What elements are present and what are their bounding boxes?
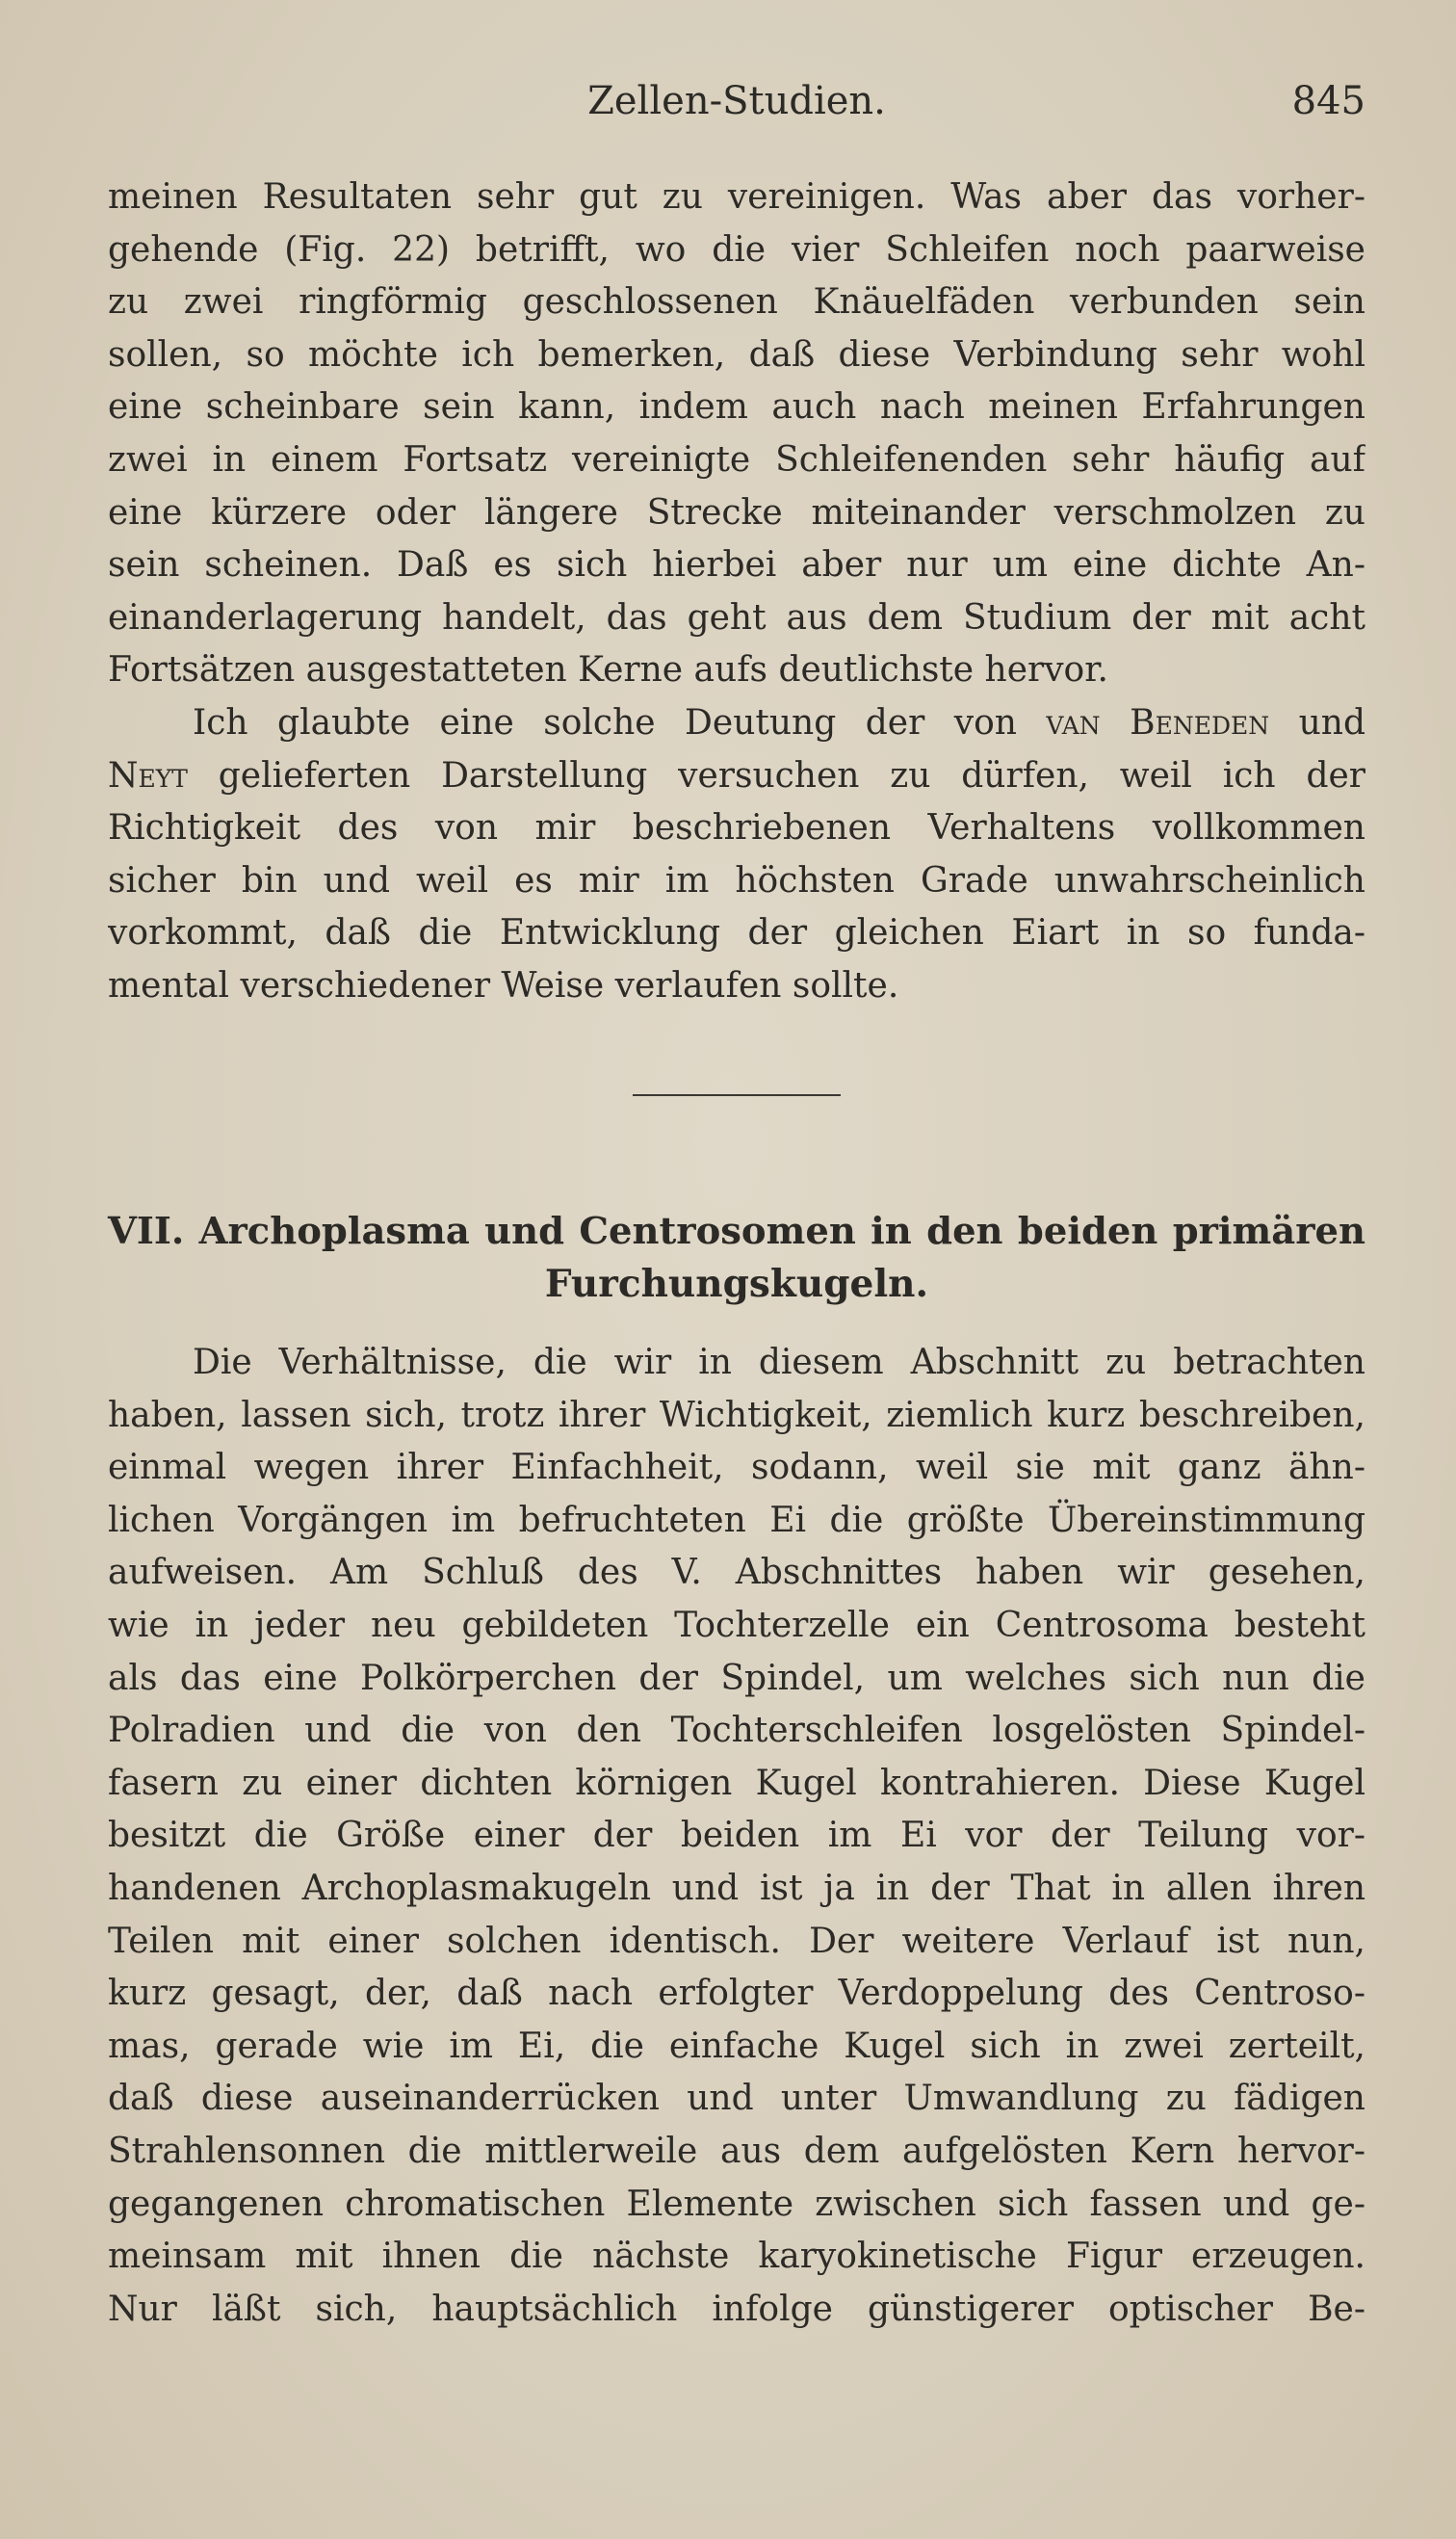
running-title: Zellen-Studien. — [587, 79, 886, 123]
paragraph-3 — [108, 1337, 1365, 2336]
body-text-top — [108, 171, 1365, 1013]
text-line: Teilen mit einer solchen identisch. Der weitere Verlauf ist nun, — [108, 1921, 1365, 1961]
section-heading-line: Furchungskugeln. — [544, 1262, 929, 1306]
section-heading-line: VII. Archoplasma und Centrosomen in den beiden primären — [108, 1210, 1365, 1253]
text-line: daß diese auseinanderrücken und unter Umwandlung zu fädigen — [108, 2079, 1365, 2119]
text-line: fasern zu einer dichten körnigen Kugel kontrahieren. Diese Kugel — [108, 1763, 1365, 1803]
text-line: zwei in einem Fortsatz vereinigte Schleifenenden sehr häufig auf — [108, 439, 1365, 480]
text-line: wie in jeder neu gebildeten Tochterzelle ein Centrosoma besteht — [108, 1605, 1365, 1645]
text-line: sein scheinen. Daß es sich hierbei aber nur um eine dichte An- — [108, 545, 1365, 586]
text-line: mental verschiedener Weise verlaufen sollte. — [108, 965, 899, 1006]
text-line: Polradien und die von den Tochterschleifen losgelösten Spindel- — [108, 1711, 1365, 1751]
text-line: Strahlensonnen die mittlerweile aus dem aufgelösten Kern hervor- — [108, 2131, 1365, 2171]
text-line: Richtigkeit des von mir beschriebenen Verhaltens vollkommen — [108, 808, 1365, 849]
text-line: Die Verhältnisse, die wir in diesem Abschnitt zu betrachten — [193, 1343, 1365, 1382]
text-line — [108, 697, 1365, 750]
text-run: Ich glaubte eine solche Deutung der von — [193, 702, 1047, 743]
author-name: van Beneden — [1046, 702, 1270, 743]
text-line: mas, gerade wie im Ei, die einfache Kugel sich in zwei zerteilt, — [108, 2026, 1365, 2066]
author-name: Neyt — [108, 755, 188, 796]
text-line: meinsam mit ihnen die nächste karyokinetische Figur erzeugen. — [108, 2237, 1365, 2277]
text-line: vorkommt, daß die Entwicklung der gleichen Eiart in so funda- — [108, 913, 1365, 954]
text-line: handenen Archoplasmakugeln und ist ja in der That in allen ihren — [108, 1868, 1365, 1908]
text-line: haben, lassen sich, trotz ihrer Wichtigkeit, ziemlich kurz beschreiben, — [108, 1395, 1365, 1435]
text-run: gelieferten Darstellung versuchen zu dürfen, weil ich der — [187, 755, 1365, 796]
text-line: eine scheinbare sein kann, indem auch nach meinen Erfahrungen — [108, 387, 1365, 428]
text-line: besitzt die Größe einer der beiden im Ei vor der Teilung vor- — [108, 1816, 1365, 1856]
running-header — [108, 79, 1365, 129]
text-line: einmal wegen ihrer Einfachheit, sodann, weil sie mit ganz ähn- — [108, 1448, 1365, 1488]
text-line: eine kürzere oder längere Strecke miteinander verschmolzen zu — [108, 492, 1365, 533]
text-line: gehende (Fig. 22) betrifft, wo die vier Schleifen noch paarweise — [108, 229, 1365, 270]
text-line: gegangenen chromatischen Elemente zwischen sich fassen und ge- — [108, 2184, 1365, 2224]
text-line: Nur läßt sich, hauptsächlich infolge günstigerer optischer Be- — [108, 2289, 1365, 2329]
paragraph-1 — [108, 171, 1365, 697]
text-line: einanderlagerung handelt, das geht aus dem Studium der mit acht — [108, 597, 1365, 638]
paragraph-2 — [108, 697, 1365, 1013]
text-line: sollen, so möchte ich bemerken, daß diese Verbindung sehr wohl — [108, 334, 1365, 375]
text-line: lichen Vorgängen im befruchteten Ei die größte Übereinstimmung — [108, 1500, 1365, 1540]
text-line: sicher bin und weil es mir im höchsten Grade unwahrscheinlich — [108, 860, 1365, 901]
section-divider — [633, 1094, 841, 1096]
page-number: 845 — [1291, 79, 1365, 123]
text-line: meinen Resultaten sehr gut zu vereinigen. Was aber das vorher- — [108, 177, 1365, 217]
text-line: zu zwei ringförmig geschlossenen Knäuelfäden verbunden sein — [108, 282, 1365, 323]
text-run: und — [1269, 702, 1365, 743]
text-line: als das eine Polkörperchen der Spindel, um welches sich nun die — [108, 1658, 1365, 1698]
section-heading — [108, 1206, 1365, 1310]
text-line: Fortsätzen ausgestatteten Kerne aufs deutlichste hervor. — [108, 650, 1108, 691]
text-line: aufweisen. Am Schluß des V. Abschnittes haben wir gesehen, — [108, 1553, 1365, 1593]
text-line — [108, 750, 1365, 803]
text-line: kurz gesagt, der, daß nach erfolgter Verdoppelung des Centroso- — [108, 1974, 1365, 2014]
